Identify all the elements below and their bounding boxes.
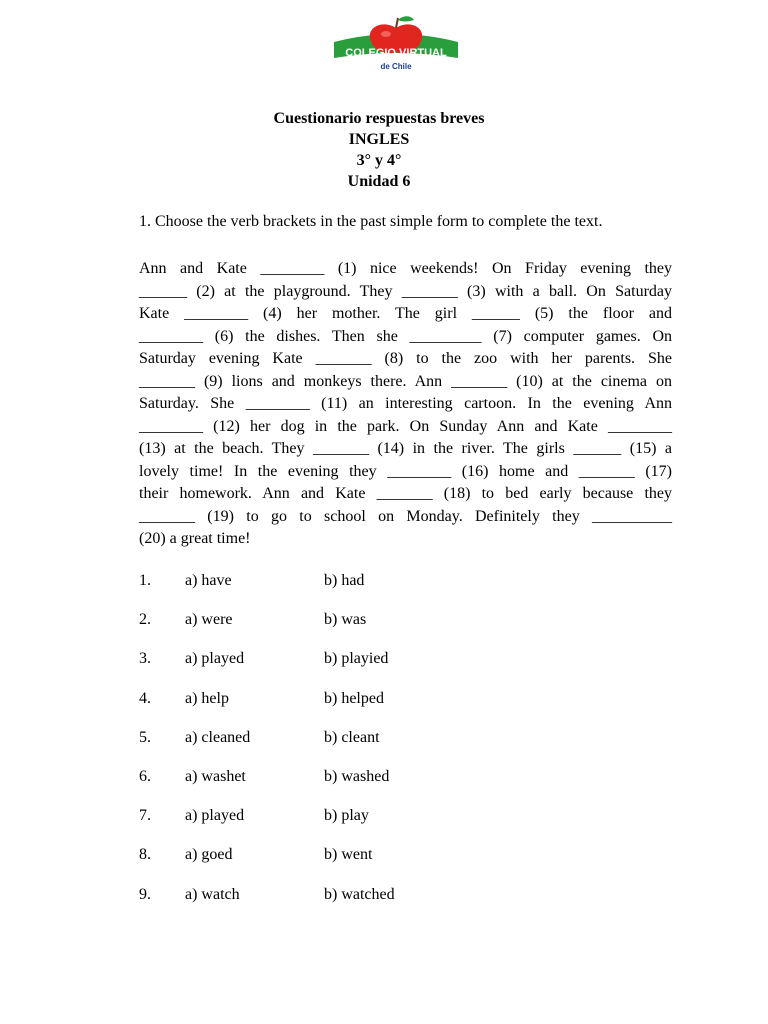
option-b: b) went xyxy=(324,846,373,864)
option-number: 1. xyxy=(139,572,151,589)
question-instruction: 1. Choose the verb brackets in the past simple form to complete the text. xyxy=(139,213,603,230)
option-number: 3. xyxy=(139,650,151,668)
option-a: a) washet xyxy=(185,767,246,785)
passage-line: (13) at the beach. They _______ (14) in the river. The girls ______ (15) a xyxy=(139,440,672,457)
option-b: b) had xyxy=(324,572,365,589)
passage-line: Ann and Kate ________ (1) nice weekends! On Friday evening they xyxy=(139,260,672,277)
document-heading xyxy=(0,108,768,192)
option-number: 9. xyxy=(139,885,151,903)
cloze-passage xyxy=(139,258,679,551)
option-b: b) watched xyxy=(324,885,395,903)
option-a: a) cleaned xyxy=(185,728,251,746)
option-a: a) goed xyxy=(185,846,233,864)
option-number: 8. xyxy=(139,846,151,864)
passage-line: ______ (2) at the playground. They _______ (3) with a ball. On Saturday xyxy=(139,282,672,300)
passage-line: _______ (19) to go to school on Monday. Definitely they __________ xyxy=(139,507,672,525)
logo-text-main: COLEGIO VIRTUAL xyxy=(345,47,447,59)
passage-line: (20) a great time! xyxy=(139,530,251,547)
logo-text-sub: de Chile xyxy=(380,62,412,71)
passage-line: ________ (12) her dog in the park. On Sunday Ann and Kate ________ xyxy=(139,417,672,435)
passage-line: lovely time! In the evening they ________ (16) home and _______ (17) xyxy=(139,462,672,480)
option-number: 5. xyxy=(139,728,151,746)
passage-line: _______ (9) lions and monkeys there. Ann _______ (10) at the cinema on xyxy=(139,372,672,390)
option-b: b) play xyxy=(324,807,369,825)
option-a: a) were xyxy=(185,611,233,629)
option-b: b) helped xyxy=(324,689,384,707)
option-b: b) was xyxy=(324,611,367,629)
document-unit: Unidad 6 xyxy=(347,173,411,190)
option-b: b) playied xyxy=(324,650,389,668)
option-number: 6. xyxy=(139,767,151,785)
passage-line: Kate ________ (4) her mother. The girl ______ (5) the floor and xyxy=(139,305,672,322)
passage-line: Saturday evening Kate _______ (8) to the zoo with her parents. She xyxy=(139,350,672,367)
option-number: 2. xyxy=(139,611,151,629)
option-b: b) cleant xyxy=(324,728,380,746)
document-title: Cuestionario respuestas breves xyxy=(273,110,485,127)
option-b: b) washed xyxy=(324,767,390,785)
school-logo xyxy=(330,12,462,92)
passage-line: ________ (6) the dishes. Then she _________ (7) computer games. On xyxy=(139,327,672,345)
option-number: 7. xyxy=(139,807,151,825)
option-number: 4. xyxy=(139,689,151,707)
option-a: a) have xyxy=(185,572,232,589)
document-grades: 3° y 4° xyxy=(356,152,402,169)
option-a: a) watch xyxy=(185,885,240,903)
document-subject: INGLES xyxy=(348,131,410,148)
option-a: a) help xyxy=(185,689,229,707)
passage-line: their homework. Ann and Kate _______ (18) to bed early because they xyxy=(139,485,672,502)
option-a: a) played xyxy=(185,807,245,825)
option-a: a) played xyxy=(185,650,245,668)
passage-line: Saturday. She ________ (11) an interesting cartoon. In the evening Ann xyxy=(139,395,672,412)
